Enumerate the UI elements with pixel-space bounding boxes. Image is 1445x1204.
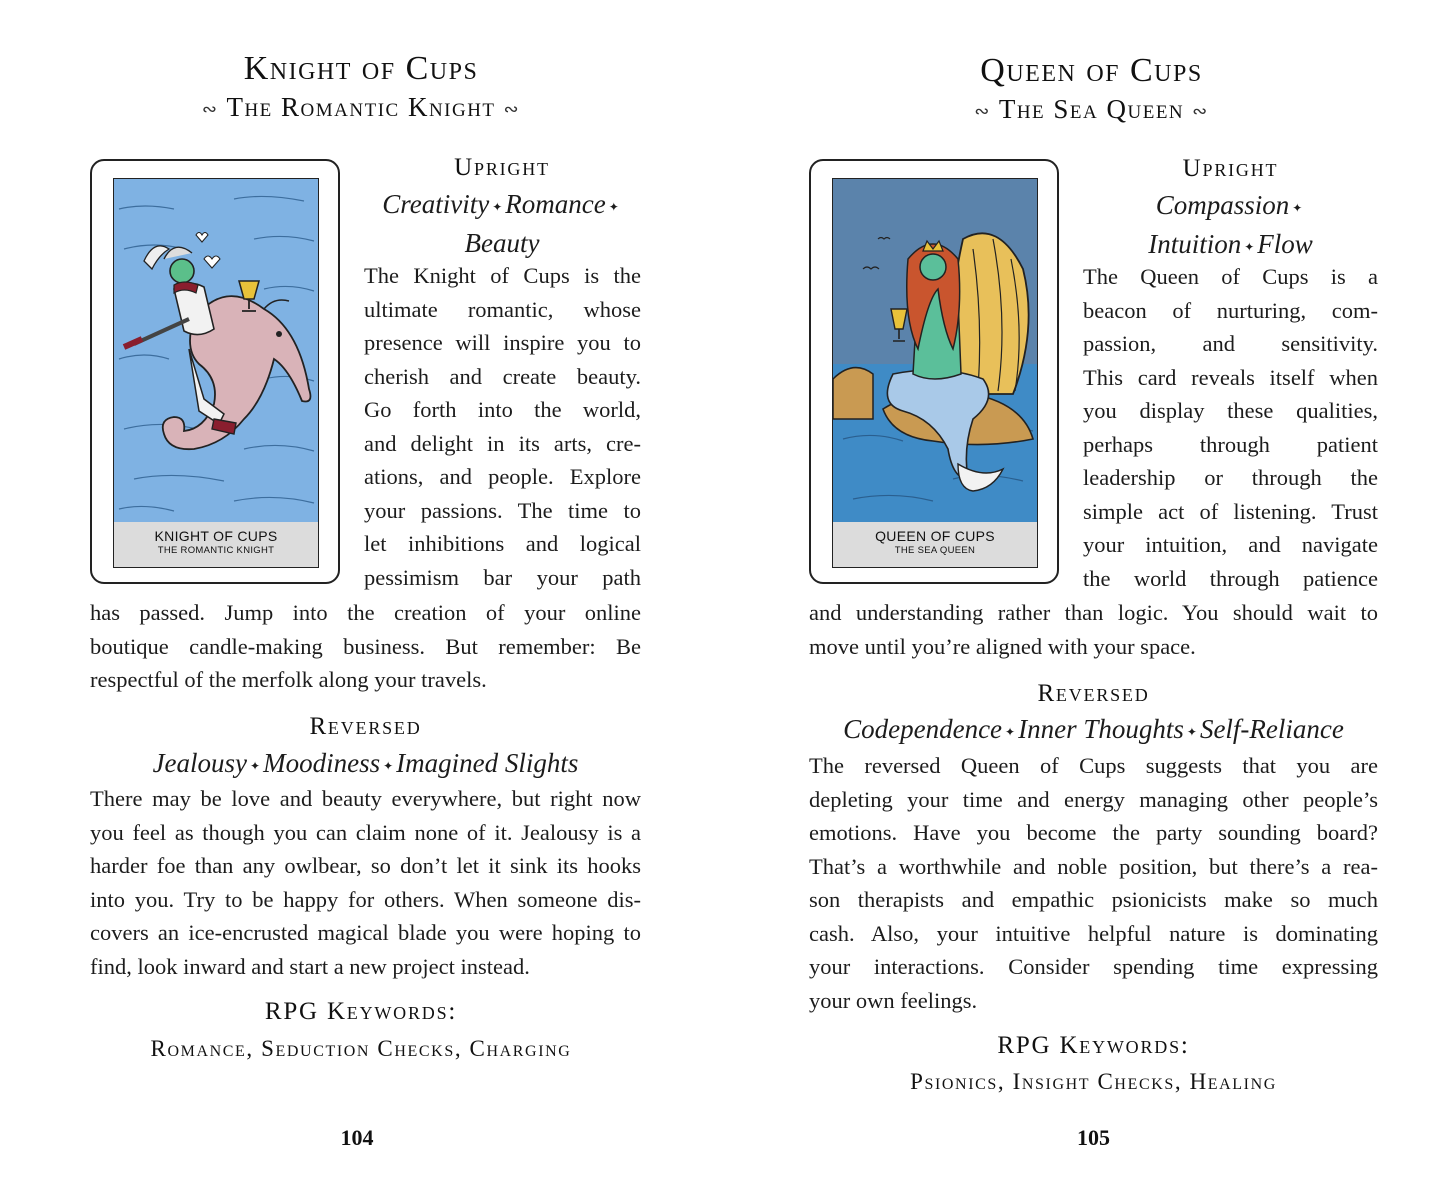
body-line: your own feelings.: [809, 987, 978, 1013]
page-number: 105: [1077, 1125, 1110, 1150]
left-page: [0, 0, 722, 1204]
body-line: ultimate romantic, whose: [364, 296, 641, 322]
body-line: presence will inspire you to: [364, 330, 641, 355]
body-line: The reversed Queen of Cups suggests that you are: [809, 753, 1378, 778]
card-subtitle: [0, 92, 722, 123]
flourish-icon: ∾: [503, 99, 521, 120]
card-caption-sub: THE ROMANTIC KNIGHT: [157, 545, 275, 556]
card-caption-name: QUEEN OF CUPS: [875, 528, 995, 544]
keyword: Compassion: [1155, 190, 1290, 220]
flourish-icon: ∾: [1192, 101, 1209, 122]
body-line: That’s a worthwhile and noble position, but there’s a rea-: [809, 853, 1378, 879]
flourish-icon: ∾: [974, 101, 991, 122]
card-title: Queen of Cups: [980, 52, 1203, 89]
upright-keywords: [1082, 187, 1379, 265]
diamond-icon: ✦: [250, 758, 261, 773]
keyword: Imagined Slights: [396, 748, 579, 778]
body-line: cash. Also, your intuitive helpful nature is dominating: [809, 920, 1378, 946]
rpg-keywords-heading: RPG Keywords:: [997, 1032, 1190, 1059]
body-line: your intuition, and navigate: [1083, 532, 1378, 557]
reversed-heading: Reversed: [309, 713, 422, 740]
body-line: has passed. Jump into the creation of your online: [90, 600, 641, 625]
body-line: your interactions. Consider spending time expressing: [809, 954, 1378, 979]
body-line: and delight in its arts, cre-: [364, 430, 641, 456]
card-caption: [113, 522, 319, 568]
body-line: let inhibitions and logical: [364, 531, 641, 556]
card-title: Knight of Cups: [243, 50, 479, 87]
body-line: son therapists and empathic psionicists make so much: [809, 887, 1378, 912]
body-line: perhaps through patient: [1083, 431, 1378, 457]
diamond-icon: ✦: [1186, 724, 1197, 739]
reversed-body: [90, 782, 641, 983]
upright-body-wrap: [364, 259, 641, 594]
body-line: covers an ice-encrusted magical blade you were hoping to: [90, 920, 641, 945]
card-illustration: [832, 178, 1038, 523]
upright-body-full: [90, 596, 641, 697]
body-line: you display these qualities,: [1083, 398, 1378, 423]
card-caption-name: KNIGHT OF CUPS: [154, 528, 278, 544]
body-line: the world through patience: [1083, 565, 1378, 591]
flourish-icon: ∾: [201, 99, 219, 120]
reversed-heading: Reversed: [1037, 680, 1150, 707]
body-line: depleting your time and energy managing other people’s: [809, 786, 1378, 812]
card-caption: [832, 522, 1038, 568]
upright-heading: Upright: [454, 154, 550, 181]
body-line: pessimism bar your path: [364, 564, 641, 590]
body-line: move until you’re aligned with your space.: [809, 633, 1196, 659]
body-line: boutique candle-making business. But remember: Be: [90, 633, 641, 659]
body-line: respectful of the merfolk along your travels.: [90, 667, 487, 692]
queen-mermaid-illustration: [833, 179, 1038, 523]
knight-seahorse-illustration: [114, 179, 319, 523]
keyword: Beauty: [464, 227, 540, 258]
card-subtitle-text: The Romantic Knight: [226, 92, 496, 122]
keyword: Romance: [505, 189, 606, 219]
keyword: Jealousy: [152, 748, 248, 778]
body-line: into you. Try to be happy for others. When someone dis-: [90, 886, 641, 912]
upright-body-full: [809, 596, 1378, 663]
keyword: Moodiness: [263, 748, 381, 778]
keyword: Flow: [1257, 228, 1313, 259]
body-line: your passions. The time to: [364, 497, 641, 523]
keyword: Self-Reliance: [1199, 714, 1344, 744]
body-line: leadership or through the: [1083, 465, 1378, 490]
body-line: This card reveals itself when: [1083, 364, 1378, 390]
body-line: cherish and create beauty.: [364, 363, 641, 389]
diamond-icon: ✦: [1005, 724, 1016, 739]
reversed-keywords: [90, 745, 641, 784]
reversed-body: [809, 749, 1378, 1017]
diamond-icon: ✦: [383, 758, 394, 773]
body-line: passion, and sensitivity.: [1083, 331, 1378, 356]
card-subtitle: [730, 94, 1445, 125]
card-subtitle-text: The Sea Queen: [998, 94, 1185, 124]
keyword: Intuition: [1148, 228, 1242, 259]
body-line: beacon of nurturing, com-: [1083, 297, 1378, 323]
keyword: Codependence: [843, 714, 1003, 744]
diamond-icon: ✦: [492, 199, 503, 214]
rpg-keywords-heading: RPG Keywords:: [264, 998, 458, 1025]
body-line: harder foe than any owlbear, so don’t let it sink its hooks: [90, 853, 641, 878]
upright-keywords: [362, 186, 642, 261]
upright-heading: Upright: [1182, 155, 1279, 182]
rpg-keywords-list: Psionics, Insight Checks, Healing: [910, 1069, 1277, 1094]
card-illustration: [113, 178, 319, 523]
keyword: Inner Thoughts: [1018, 714, 1184, 744]
diamond-icon: ✦: [1292, 200, 1303, 215]
body-line: Go forth into the world,: [364, 397, 641, 422]
diamond-icon: ✦: [1244, 239, 1255, 254]
body-line: There may be love and beauty everywhere, but right now: [90, 786, 641, 811]
card-caption-sub: THE SEA QUEEN: [894, 545, 976, 556]
body-line: The Knight of Cups is the: [364, 263, 641, 288]
body-line: you feel as though you can claim none of it. Jealousy is a: [90, 819, 641, 845]
reversed-keywords: [809, 711, 1378, 750]
keyword: Creativity: [382, 189, 490, 219]
rpg-keywords-list: Romance, Seduction Checks, Charging: [150, 1036, 572, 1061]
tarot-card-queen-of-cups: [809, 159, 1059, 584]
tarot-card-knight-of-cups: [90, 159, 340, 584]
body-line: find, look inward and start a new project instead.: [90, 953, 530, 979]
diamond-icon: ✦: [608, 199, 619, 214]
body-line: The Queen of Cups is a: [1083, 264, 1378, 289]
body-line: ations, and people. Explore: [364, 464, 641, 489]
body-line: emotions. Have you become the party sounding board?: [809, 820, 1378, 845]
body-line: simple act of listening. Trust: [1083, 498, 1378, 524]
page-number: 104: [340, 1125, 374, 1150]
right-page: [722, 0, 1445, 1204]
upright-body-wrap: [1083, 260, 1378, 595]
body-line: and understanding rather than logic. You should wait to: [809, 600, 1378, 625]
